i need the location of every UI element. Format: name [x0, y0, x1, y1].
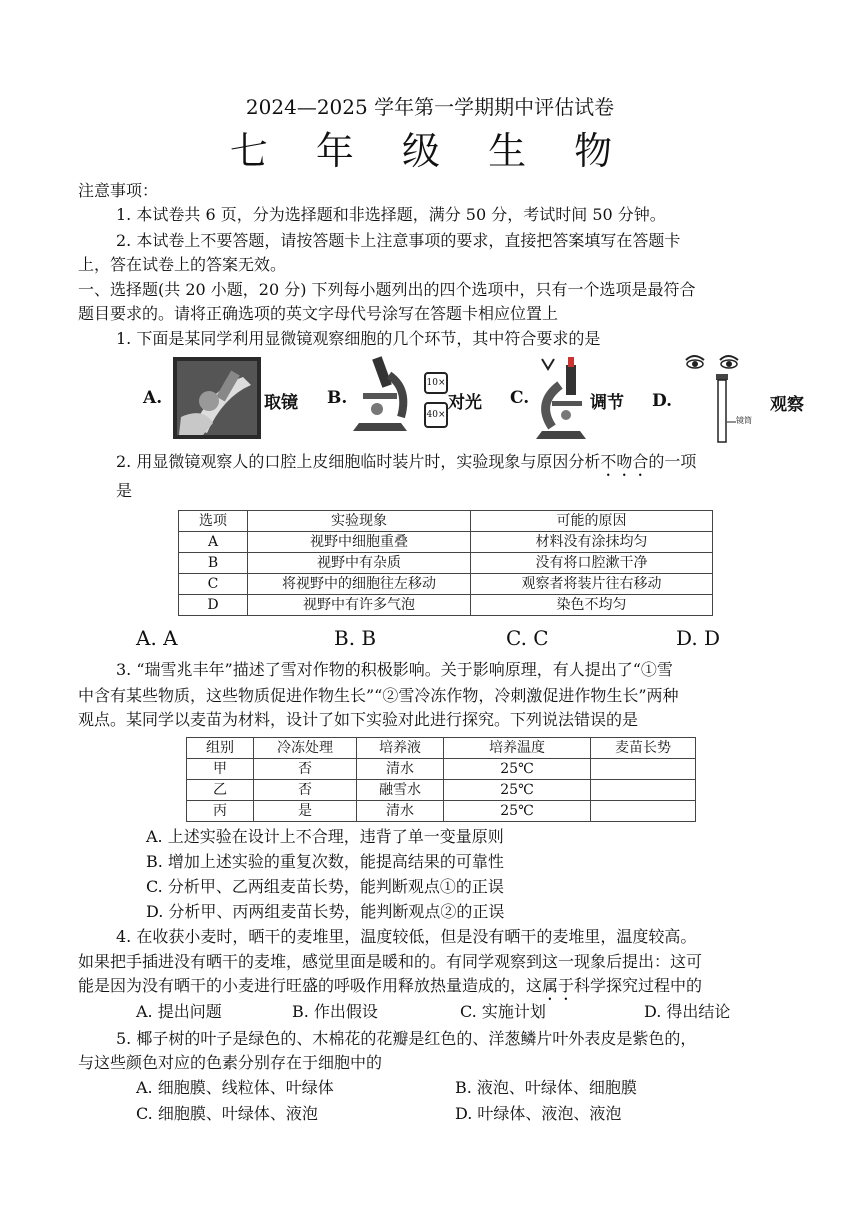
table-header: 培养温度: [444, 738, 591, 759]
q4-option-d: D. 得出结论: [644, 1002, 731, 1021]
q2-answer-a: A. A: [136, 626, 178, 650]
notice-item-2-line-2: 上，答在试卷上的答案无效。: [78, 255, 287, 274]
table-cell: 25℃: [444, 759, 591, 780]
q3-option-b: B. 增加上述实验的重复次数，能提高结果的可靠性: [146, 852, 504, 871]
q2-answer-b: B. B: [334, 626, 377, 650]
q2-stem-pre: 2. 用显微镜观察人的口腔上皮细胞临时装片时，实验现象与原因分析: [116, 452, 601, 471]
q5-line-2: 与这些颜色对应的色素分别存在于细胞中的: [78, 1053, 383, 1072]
table-header-row: [179, 511, 713, 532]
microscope-adjusting-icon: [530, 355, 590, 441]
notice-item-2-line-1: 2. 本试卷上不要答题，请按答题卡上注意事项的要求，直接把答案填写在答题卡: [116, 231, 681, 250]
table-cell: 清水: [357, 759, 444, 780]
q5-option-a: A. 细胞膜、线粒体、叶绿体: [136, 1078, 334, 1097]
q4-option-a: A. 提出问题: [136, 1002, 222, 1021]
notice-item-1: 1. 本试卷共 6 页，分为选择题和非选择题，满分 50 分，考试时间 50 分钟。: [116, 205, 666, 224]
q5-line-1: 5. 椰子树的叶子是绿色的、木棉花的花瓣是红色的、洋葱鳞片叶外表皮是紫色的，: [116, 1029, 697, 1048]
q2-table: [178, 510, 713, 616]
q2-answer-c: C. C: [506, 626, 549, 650]
eyes-observing-eyepiece-icon: [684, 352, 754, 444]
q5-option-c: C. 细胞膜、叶绿体、液泡: [136, 1104, 318, 1123]
hand-holding-microscope-photo: [173, 357, 261, 439]
q2-stem: [116, 452, 696, 480]
q4-line-3-post: 科学探究过程中的: [574, 976, 703, 995]
q4-line-1: 4. 在收获小麦时，晒干的麦堆里，温度较低，但是没有晒干的麦堆里，温度较高。: [116, 927, 697, 946]
q2-answer-d: D. D: [676, 626, 721, 650]
table-row: [179, 532, 713, 553]
section-1-intro-line-2: 题目要求的。请将正确选项的英文字母代号涂写在答题卡相应位置上: [78, 304, 559, 323]
table-row: [179, 595, 713, 616]
table-cell: 丙: [187, 801, 254, 822]
q1-option-c-label: 调节: [590, 393, 624, 413]
objective-lens-10x: [424, 372, 448, 394]
table-cell: 乙: [187, 780, 254, 801]
table-cell: 观察者将装片往右移动: [471, 574, 713, 595]
q3-table: [186, 737, 696, 822]
section-1-intro-line-1: 一、选择题(共 20 小题，20 分) 下列每小题列出的四个选项中，只有一个选项是最符合: [78, 280, 696, 299]
q1-option-a-letter: A.: [143, 388, 163, 408]
table-cell: B: [179, 553, 248, 574]
q4-line-3: [78, 976, 702, 1004]
table-header: 培养液: [357, 738, 444, 759]
q4-option-b: B. 作出假设: [292, 1002, 378, 1021]
exam-subtitle: 2024—2025 学年第一学期期中评估试卷: [245, 95, 615, 119]
table-cell: 25℃: [444, 801, 591, 822]
q2-stem-line-2: 是: [116, 481, 133, 500]
table-row: [179, 553, 713, 574]
table-cell: 清水: [357, 801, 444, 822]
table-cell: 没有将口腔漱干净: [471, 553, 713, 574]
q3-option-c: C. 分析甲、乙两组麦苗长势，能判断观点①的正误: [146, 877, 504, 896]
q4-line-2: 如果把手插进没有晒干的麦堆，感觉里面是暖和的。有同学观察到这一现象后提出：这可: [78, 952, 703, 971]
q5-option-b: B. 液泡、叶绿体、细胞膜: [455, 1078, 637, 1097]
q1-option-c-letter: C.: [510, 388, 530, 408]
lens-10x-label: 10×: [426, 378, 446, 388]
table-row: [187, 780, 696, 801]
table-cell: 是: [254, 801, 357, 822]
q5-option-d: D. 叶绿体、液泡、液泡: [455, 1104, 622, 1123]
table-cell: A: [179, 532, 248, 553]
table-cell: 否: [254, 759, 357, 780]
q3-line-2: 中含有某些物质，这些物质促进作物生长”“②雪冷冻作物，冷刺激促进作物生长”两种: [78, 686, 679, 705]
table-row: [187, 801, 696, 822]
q1-stem: 1. 下面是某同学利用显微镜观察细胞的几个环节，其中符合要求的是: [116, 329, 601, 348]
table-cell: 否: [254, 780, 357, 801]
table-header: 可能的原因: [471, 511, 713, 532]
table-cell: 融雪水: [357, 780, 444, 801]
table-row: [187, 759, 696, 780]
q1-option-b-letter: B.: [327, 388, 348, 408]
q3-option-a: A. 上述实验在设计上不合理，违背了单一变量原则: [146, 827, 504, 846]
table-cell: C: [179, 574, 248, 595]
table-cell: 视野中细胞重叠: [248, 532, 471, 553]
table-cell: [591, 759, 696, 780]
table-cell: 视野中有许多气泡: [248, 595, 471, 616]
table-header-row: [187, 738, 696, 759]
q1-option-d-letter: D.: [652, 391, 673, 411]
q4-line-3-emphasis: 属于: [542, 976, 575, 995]
table-header: 组别: [187, 738, 254, 759]
q2-stem-emphasis: 不吻合: [600, 452, 649, 471]
q3-line-1: 3. “瑞雪兆丰年”描述了雪对作物的积极影响。关于影响原理，有人提出了“①雪: [116, 660, 673, 679]
q1-option-b-label: 对光: [448, 393, 482, 413]
objective-lens-40x: [424, 402, 448, 428]
table-cell: D: [179, 595, 248, 616]
table-cell: 视野中有杂质: [248, 553, 471, 574]
exam-title: 七 年 级 生 物: [229, 129, 631, 173]
q3-option-d: D. 分析甲、丙两组麦苗长势，能判断观点②的正误: [146, 902, 505, 921]
table-row: [179, 574, 713, 595]
table-cell: [591, 780, 696, 801]
table-cell: 甲: [187, 759, 254, 780]
table-header: 实验现象: [248, 511, 471, 532]
q1-option-d-label: 观察: [770, 395, 804, 415]
table-header: 麦苗长势: [591, 738, 696, 759]
q3-line-3: 观点。某同学以麦苗为材料，设计了如下实验对此进行探究。下列说法错误的是: [78, 710, 639, 729]
notice-heading: 注意事项：: [78, 181, 159, 200]
q4-option-c: C. 实施计划: [460, 1002, 546, 1021]
table-cell: 25℃: [444, 780, 591, 801]
microscope-icon: [343, 353, 423, 439]
table-cell: 染色不均匀: [471, 595, 713, 616]
q2-stem-post: 的一项: [648, 452, 697, 471]
tube-label: 镜筒: [736, 416, 752, 425]
table-cell: 材料没有涂抹均匀: [471, 532, 713, 553]
q1-option-a-label: 取镜: [264, 393, 298, 413]
q4-line-3-pre: 能是因为没有晒干的小麦进行旺盛的呼吸作用释放热量造成的，这: [78, 976, 543, 995]
table-header: 冷冻处理: [254, 738, 357, 759]
table-cell: 将视野中的细胞往左移动: [248, 574, 471, 595]
table-cell: [591, 801, 696, 822]
lens-40x-label: 40×: [426, 410, 446, 420]
table-header: 选项: [179, 511, 248, 532]
